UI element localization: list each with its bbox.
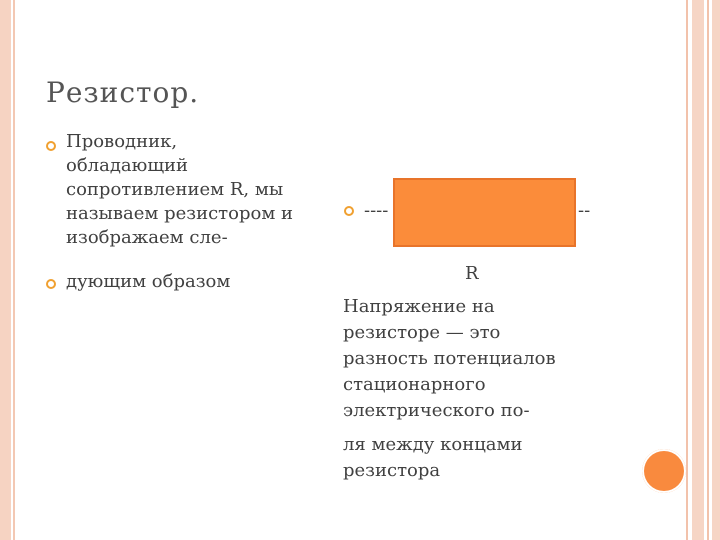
decorative-circle-icon [642,449,686,493]
bullet-icon [46,279,56,289]
voltage-definition-continued: ля между концами резистора [343,434,523,481]
bullet-text-2: дующим образом [66,271,231,292]
slide-left-border [0,0,18,540]
bullet-icon [344,206,354,216]
resistor-left-lead: ---- [364,200,389,221]
bullet-text-1: Проводник, обладающий сопротивлением R, мы называем резистором и изображаем сле- [66,131,294,248]
slide-right-border [680,0,720,540]
resistor-symbol [393,178,576,247]
resistor-right-lead: -- [578,200,591,221]
slide-title: Резистор. [46,76,200,109]
bullet-icon [46,141,56,151]
resistor-label: R [465,263,479,284]
voltage-definition: Напряжение на резисторе — это разность потенциалов стационарного электрического по- [343,296,556,421]
